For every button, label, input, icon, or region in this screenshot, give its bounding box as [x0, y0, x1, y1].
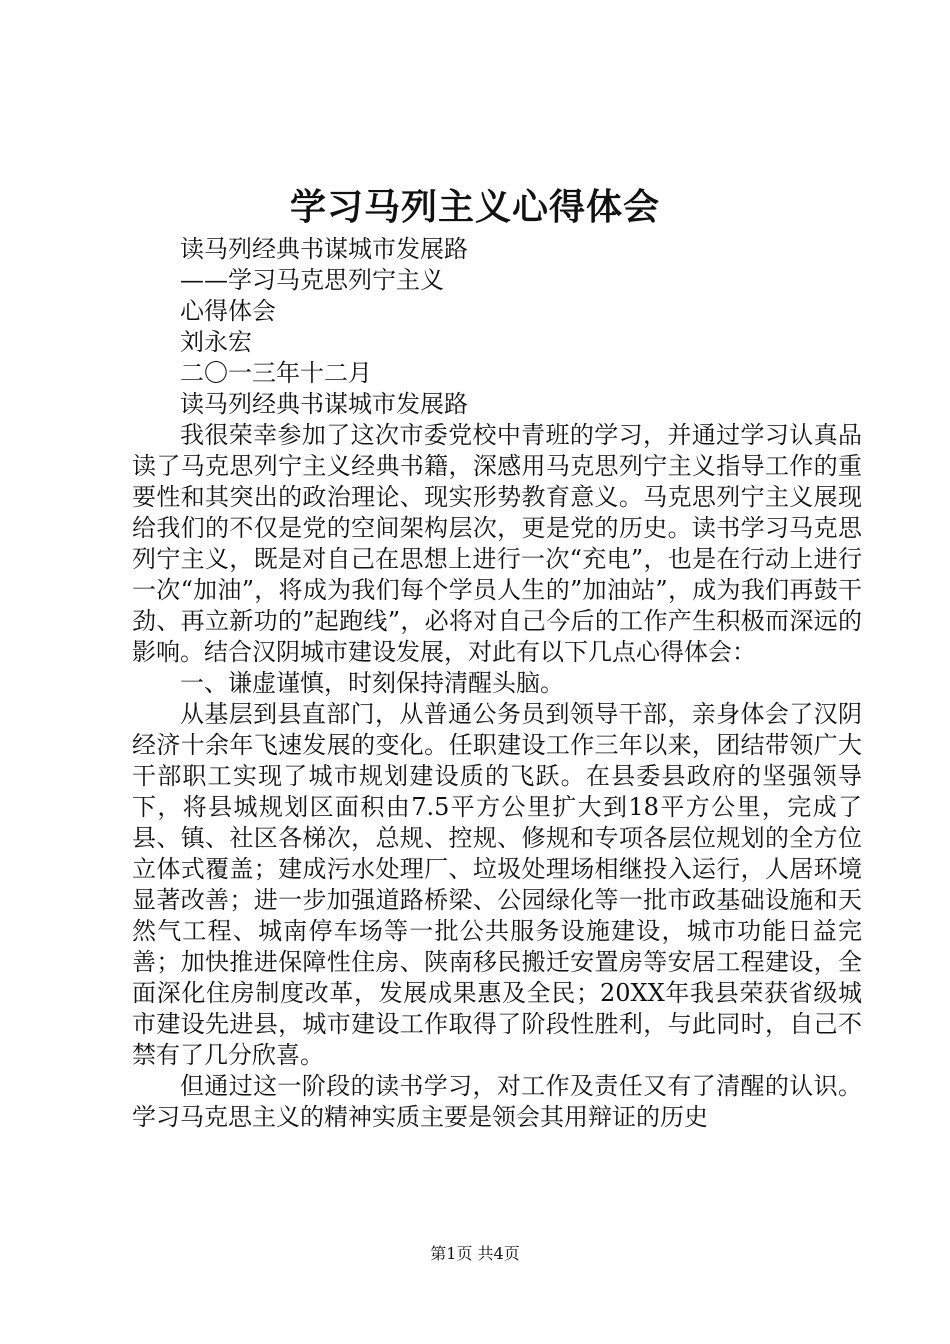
subtitle-line: 心得体会	[180, 297, 276, 325]
subtitle-line: 读马列经典书谋城市发展路	[180, 235, 468, 263]
body-paragraph: 我很荣幸参加了这次市委党校中青班的学习，并通过学习认真品读了马克思列宁主义经典书籍，深感用马克思列宁主义指导工作的重要性和其突出的政治理论、现实形势教育意义。马克思列宁主义展现给我们的不仅是党的空间架构层次，更是党的历史。读书学习马克思列宁主义，既是对自己在思想上进行一次“充电”，也是在行动上进行一次“加油”，将成为我们每个学员人生的”加油站”，成为我们再鼓干劲、再立新功的”起跑线”，必将对自己今后的工作产生积极而深远的影响。结合汉阴城市建设发展，对此有以下几点心得体会：	[132, 421, 862, 666]
section-heading-paragraph: 一、谦虚谨慎，时刻保持清醒头脑。	[180, 669, 564, 697]
document-title: 学习马列主义心得体会	[289, 187, 660, 228]
body-paragraph: 但通过这一阶段的读书学习，对工作及责任又有了清醒的认识。学习马克思主义的精神实质主要是领会其用辩证的历史	[132, 1072, 862, 1131]
author-line: 刘永宏	[180, 328, 252, 356]
subtitle-line: ——学习马克思列宁主义	[180, 266, 444, 294]
page-footer: 第1页 共4页	[430, 1244, 520, 1263]
body-paragraph: 从基层到县直部门，从普通公务员到领导干部，亲身体会了汉阴经济十余年飞速发展的变化。任职建设工作三年以来，团结带领广大干部职工实现了城市规划建设质的飞跃。在县委县政府的坚强领导下，将县城规划区面积由7.5平方公里扩大到18平方公里，完成了县、镇、社区各梯次，总规、控规、修规和专项各层位规划的全方位立体式覆盖；建成污水处理厂、垃圾处理场相继投入运行，人居环境显著改善；进一步加强道路桥梁、公园绿化等一批市政基础设施和天然气工程、城南停车场等一批公共服务设施建设，城市功能日益完善；加快推进保障性住房、陕南移民搬迁安置房等安居工程建设，全面深化住房制度改革，发展成果惠及全民；20XX年我县荣获省级城市建设先进县，城市建设工作取得了阶段性胜利，与此同时，自己不禁有了几分欣喜。	[132, 700, 862, 1069]
date-line: 二〇一三年十二月	[180, 359, 372, 387]
document-body	[132, 234, 862, 1133]
section-heading: 读马列经典书谋城市发展路	[180, 390, 468, 418]
